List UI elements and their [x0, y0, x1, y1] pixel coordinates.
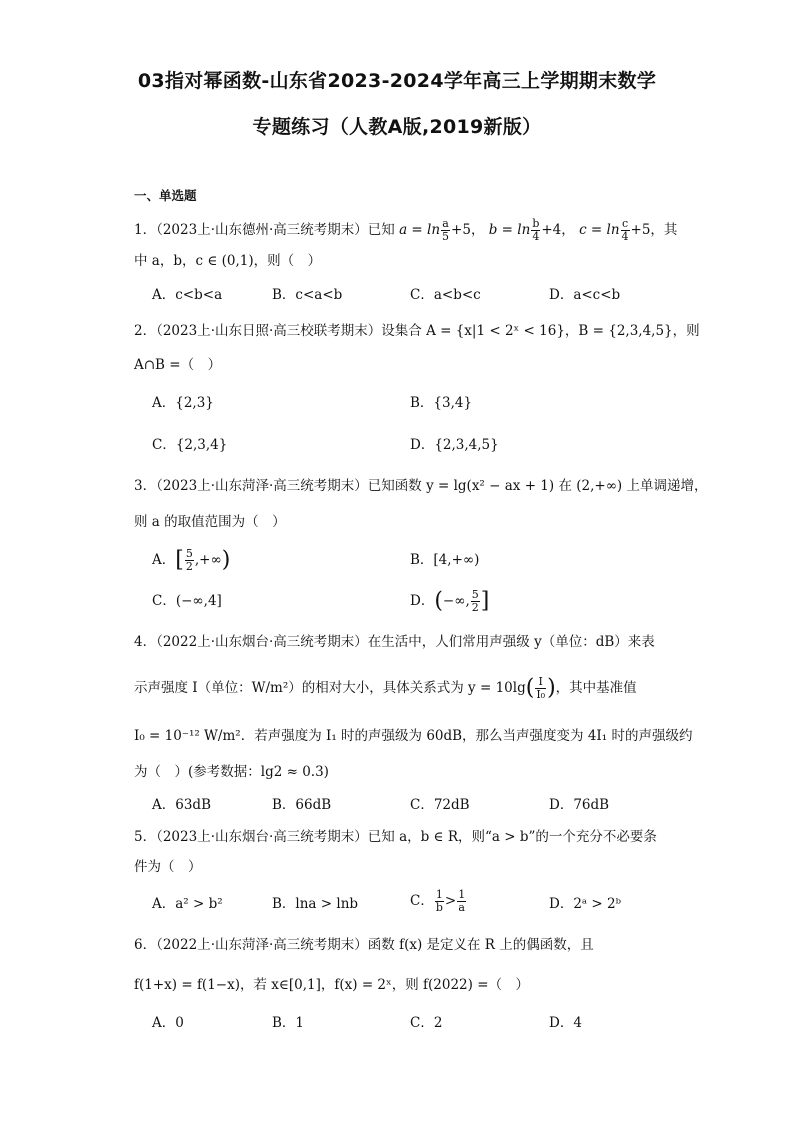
q3-option-a[interactable]: A．[ $\frac{5}{2}$ ,+∞)	[152, 547, 231, 573]
q5-option-b[interactable]: B．lna > lnb	[272, 896, 359, 912]
q1-option-c[interactable]: C．a<b<c	[410, 287, 481, 303]
q1-option-a[interactable]: A．c<b<a	[152, 287, 223, 303]
q6-stem-line1: 6．（2022上·山东菏泽·高三统考期末）函数 f(x) 是定义在 R 上的偶函数，且	[134, 937, 594, 953]
q5-option-a[interactable]: A．a² > b²	[152, 896, 223, 912]
q1-option-b[interactable]: B．c<a<b	[272, 287, 343, 303]
q3-option-d[interactable]: D．(−∞, $\frac{5}{2}$ ]	[410, 588, 490, 614]
q2-stem-line1: 2．（2023上·山东日照·高三校联考期末）设集合 A = {x|1 < 2ˣ < 16}，B = {2,3,4,5}，则	[134, 323, 700, 339]
q1-stem-line1	[134, 218, 677, 243]
q1-b-expr: b = ln $\frac{b}{4}$ +4，	[488, 217, 575, 243]
q3-option-b[interactable]: B．[4,+∞)	[410, 552, 480, 568]
q6-option-c[interactable]: C．2	[410, 1015, 443, 1031]
q2-option-d[interactable]: D．{2,3,4,5}	[410, 437, 499, 453]
q6-option-d[interactable]: D．4	[549, 1015, 582, 1031]
section-heading: 一、单选题	[134, 188, 197, 203]
q2-option-a[interactable]: A．{2,3}	[152, 395, 214, 411]
q2-option-b[interactable]: B．{3,4}	[410, 395, 473, 411]
q1-stem-line2: 中 a，b，c ∈ (0,1)，则（ ）	[134, 253, 322, 269]
q5-option-d[interactable]: D．2ᵃ > 2ᵇ	[549, 896, 622, 912]
q1-stem-text: 1．（2023上·山东德州·高三统考期末）已知	[134, 222, 395, 238]
q1-a-expr: a = ln $\frac{a}{5}$ +5，	[399, 217, 485, 243]
q1-c-expr: c = ln $\frac{c}{4}$ +5，其	[579, 217, 678, 243]
q6-option-b[interactable]: B．1	[272, 1015, 305, 1031]
q5-stem-line2: 件为（ ）	[134, 859, 202, 875]
q4-stem-line2: 示声强度 I（单位：W/m²）的相对大小，具体关系式为 y = 10lg( $\frac{I}{\text{I₀}}$ )，其中基准值	[134, 675, 637, 701]
q6-stem-line2: f(1+x) = f(1−x)，若 x∈[0,1]，f(x) = 2ˣ，则 f(2022) =（ ）	[134, 977, 530, 993]
q1-option-d[interactable]: D．a<c<b	[549, 287, 621, 303]
q3-stem-line1: 3．（2023上·山东菏泽·高三统考期末）已知函数 y = lg(x² − ax + 1) 在 (2,+∞) 上单调递增，	[134, 478, 708, 494]
q4-stem-line4: 为（ ）(参考数据：lg2 ≈ 0.3)	[134, 764, 329, 780]
q2-option-c[interactable]: C．{2,3,4}	[152, 437, 228, 453]
q5-option-c[interactable]: C． $\frac{1}{b}$ > $\frac{1}{a}$	[410, 888, 466, 914]
title-line-2: 专题练习（人教A版,2019新版）	[252, 116, 542, 138]
q2-stem-line2: A∩B =（ ）	[134, 357, 222, 373]
q4-option-b[interactable]: B．66dB	[272, 797, 332, 813]
q6-option-a[interactable]: A．0	[152, 1015, 184, 1031]
q4-stem-line3: I₀ = 10⁻¹² W/m²．若声强度为 I₁ 时的声强级为 60dB，那么当声强度变为 4I₁ 时的声强级约	[134, 728, 693, 744]
q3-option-c[interactable]: C．(−∞,4]	[152, 593, 222, 609]
q5-stem-line1: 5．（2023上·山东烟台·高三统考期末）已知 a，b ∈ R，则“a > b”的一个充分不必要条	[134, 829, 657, 845]
title-line-1: 03指对幂函数-山东省2023-2024学年高三上学期期末数学	[137, 70, 657, 92]
q4-option-a[interactable]: A．63dB	[152, 797, 211, 813]
q3-stem-line2: 则 a 的取值范围为（ ）	[134, 514, 286, 530]
q4-option-d[interactable]: D．76dB	[549, 797, 610, 813]
q4-option-c[interactable]: C．72dB	[410, 797, 470, 813]
q4-stem-line1: 4．（2022上·山东烟台·高三统考期末）在生活中，人们常用声强级 y（单位：dB）来表	[134, 634, 655, 650]
